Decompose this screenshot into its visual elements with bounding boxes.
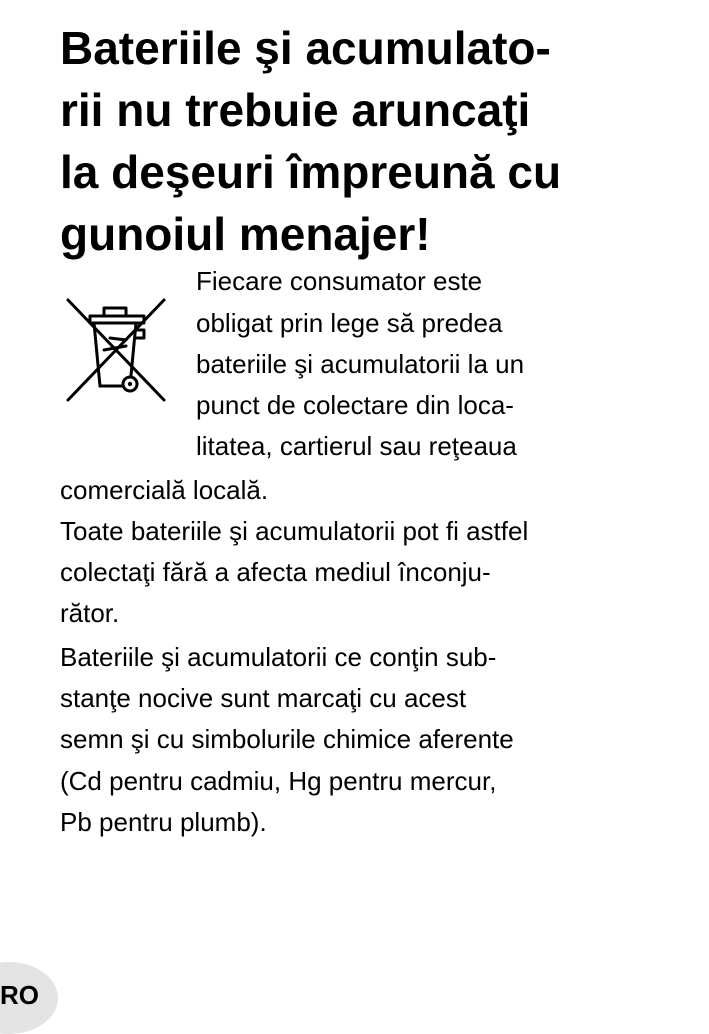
title-line: Bateriile şi acumulato- [60, 22, 551, 74]
body-text-line: Toate bateriile şi acumulatorii pot fi astfel [60, 516, 529, 546]
title-line: gunoiul menajer! [60, 208, 431, 260]
body-text-line: bateriile şi acumulatorii la un [196, 349, 525, 379]
body-text-line: colectaţi fără a afecta mediul înconju- [60, 557, 491, 587]
body-text-line: semn şi cu simbolurile chimice aferente [60, 724, 514, 754]
body-text-line: obligat prin lege să predea [196, 308, 503, 338]
body-text-line: litatea, cartierul sau reţeaua [196, 431, 517, 461]
body-text-line: (Cd pentru cadmiu, Hg pentru mercur, [60, 766, 497, 796]
page-title [60, 17, 680, 265]
body-text-line: stanţe nocive sunt marcaţi cu acest [60, 683, 467, 713]
language-code: RO [0, 980, 39, 1010]
body-text-line: rător. [60, 598, 120, 628]
body-text-line: punct de colectare din loca- [196, 390, 514, 420]
body-text-line: Fiecare consumator este [196, 266, 483, 296]
body-text-line: Bateriile şi acumulatorii ce conţin sub- [60, 642, 497, 672]
crossed-out-wheelie-bin-icon [64, 296, 168, 404]
title-line: la deşeuri împreună cu [60, 146, 562, 198]
body-text-line: Pb pentru plumb). [60, 807, 267, 837]
body-text-line: comercială locală. [60, 475, 269, 505]
title-line: rii nu trebuie aruncaţi [60, 84, 531, 136]
